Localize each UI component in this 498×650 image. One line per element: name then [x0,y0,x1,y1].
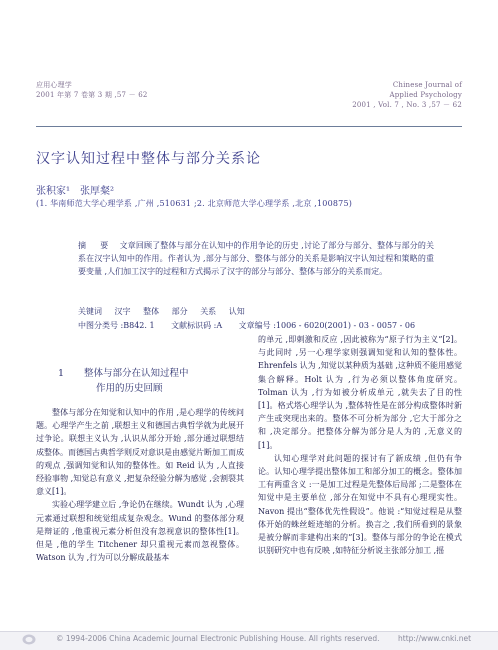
keywords-label: 关键词 [78,307,102,316]
keyword: 认知 [228,307,245,316]
footer-link[interactable]: http://www.cnki.net [398,634,472,643]
body-paragraph: 认知心理学对此问题的探讨有了新成绩 ,但仍有争论。认知心理学提出整体加工和部分加工的概念。整体加工有两重含义 :一是加工过程是先整体后局部 ;二是整体在知觉中是主要单位 ,部分在知觉中不具有心理现实性。Navon 提出“整体优先性假设”。他说 :“知觉过程是从整体开始的蛛丝蛭迹缩的分析。换言之 ,我们所看到的景象是被分解而非建构出来的”[3]。整体与部分的争论在模式识别研究中也有反映 ,如特征分析说主张部分加工 ,摇 [258,453,462,556]
keywords-line [78,306,255,317]
keyword: 整体 [143,307,160,316]
keyword: 部分 [171,307,188,316]
article-title: 汉字认知过程中整体与部分关系论 [36,151,261,167]
journal-header-cn [36,80,148,100]
abstract-block [78,239,434,278]
header-divider [36,126,462,127]
classification-line [78,320,429,331]
journal-header-en [352,80,462,110]
article-id: 文章编号 :1006 - 6020(2001) - 03 - 0057 - 06 [238,321,416,330]
body-paragraph: 实验心理学建立后 ,争论仍在继续。Wundt 认为 ,心理元素通过联想和统觉组成复杂观念。Wund 的整体部分观是辩证的 ,他重视元素分析但没有忽视意识的整体性[1]。但是 ,他的学生 Titchener 却只重视元素而忽视整体。Watson 认为 ,行为可以分解成最基本 [36,500,244,563]
document-code: 文献标识码 :A [171,321,223,330]
cnki-logo-icon [22,634,36,645]
journal-name-cn: 应用心理学 [36,81,72,89]
section-heading-line2: 作用的历史回顾 [96,383,163,394]
journal-issue-en: 2001 , Vol. 7 , No. 3 ,57 － 62 [352,101,462,109]
journal-name-en-2: Applied Psychology [389,91,462,99]
journal-name-en: Chinese Journal of [392,81,462,89]
abstract-paragraph [78,239,434,278]
article-authors: 张积家¹ 张厚粲² [36,186,115,197]
section-heading-line1: 整体与部分在认知过程中 [84,368,189,379]
journal-issue-cn: 2001 年第 7 卷第 3 期 ,57 － 62 [36,91,148,99]
body-paragraph-continued: 的单元 ,即刺激和反应 ,因此被称为“原子行为主义”[2]。与此同时 ,另一心理学家则强调知觉和认知的整体性。Ehrenfels 认为 ,知觉以某种质为基础 ,这种质不能用感觉集合解释。Holt 认为 ,行为必须以整体角度研究。Tolman 认为 ,行为如被分析成单元 ,就失去了目的性[1]。格式塔心理学认为 ,整体特性是在部分构成整体时新产生或突现出来的。整体不可分析为部分 ,它大于部分之和 ,决定部分。把整体分解为部分是人为的 ,无意义的[1]。 [258,335,462,450]
body-paragraph: 整体与部分在知觉和认知中的作用 ,是心理学的传统问题。心理学产生之前 ,联想主义和德国古典哲学就为此展开过争论。联想主义认为 ,认识从部分开始 ,部分通过联想结成整体。而德国古典哲学则反对意识是由感觉片断加工而成的观点 ,强调知觉和认知的整体性。如 Reid 认为 ,人直接经验事物 ,知觉总有意义 ,把复杂经验分解为感觉 ,会割裂其意义[1]。 [36,408,244,497]
right-column [258,333,462,557]
copyright-notice: © 1994-2006 China Academic Journal Electronic Publishing House. All rights reserved. [56,634,380,643]
abstract-text: 文章回顾了整体与部分在认知中的作用争论的历史 ,讨论了部分与部分、整体与部分的关系在汉字认知中的作用。作者认为 ,部分与部分、整体与部分的关系是影响汉字认知过程和策略的重要变量 ,人们加工汉字的过程和方式揭示了汉字的部分与部分、整体与部分的关系而定。 [78,241,435,276]
article-affiliation: (1. 华南师范大学心理学系 ,广州 ,510631 ;2. 北京师范大学心理学系 ,北京 ,100875) [36,199,353,208]
keyword: 汉字 [114,307,131,316]
clc-number: 中图分类号 :B842. 1 [78,321,155,330]
keyword: 关系 [200,307,217,316]
section-number: 1 [58,368,65,379]
abstract-label: 摘 要 [78,241,112,250]
left-column [36,406,244,564]
